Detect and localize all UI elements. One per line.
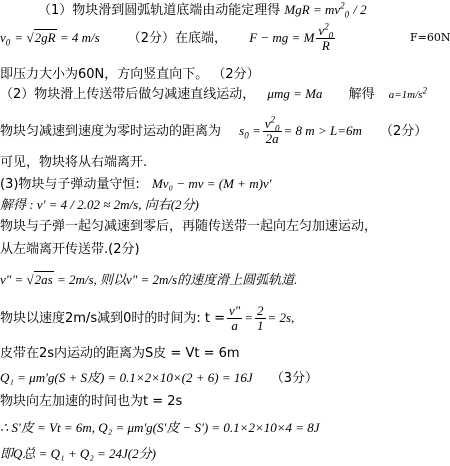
line-2-lhs-sub: 0 bbox=[5, 37, 11, 48]
line-2-eq-tail: = 4 m/s bbox=[56, 30, 100, 45]
line-2-lhs: v bbox=[0, 30, 6, 45]
line-8: 解得 : v' = 4 / 2.02 ≈ 2m/s, 向右(2分) bbox=[0, 197, 199, 212]
line-14-eq: Q₁ = μm'g(S + S皮) = 0.1×2×10×(2 + 6) = 16J bbox=[0, 370, 253, 385]
line-11-sqrt: √2as bbox=[26, 272, 53, 287]
line-4 bbox=[0, 86, 427, 103]
line-7-eq: Mv₀ − mv = (M + m)v' bbox=[151, 176, 272, 191]
line-11 bbox=[0, 272, 297, 288]
line-11-pre: v" = bbox=[0, 272, 27, 287]
line-2-frac-num bbox=[316, 21, 335, 41]
line-9: 物块与子弹一起匀减速到零后，再随传送带一起向左匀加速运动， bbox=[0, 219, 378, 234]
line-1-eq-sub: 0 bbox=[344, 9, 350, 20]
line-12-fraction-2 bbox=[255, 304, 266, 333]
line-12-post: = 2s, bbox=[267, 310, 295, 325]
line-5-frac-num bbox=[263, 114, 282, 134]
line-12-fraction-1 bbox=[227, 304, 242, 333]
line-2-score: （2分）在底端， bbox=[127, 31, 228, 46]
line-2-frac-num-sub: 0 bbox=[328, 30, 334, 41]
line-4-solve: 解得 bbox=[348, 87, 375, 102]
line-2-frac-den: R bbox=[321, 38, 330, 53]
line-4-result-text: a=1m/s bbox=[388, 89, 423, 101]
line-1-tail: / 2 bbox=[353, 2, 367, 17]
line-5-fraction bbox=[263, 114, 282, 146]
line-2-right: F=60N bbox=[410, 31, 450, 44]
line-7 bbox=[0, 176, 271, 193]
line-2-fraction bbox=[316, 21, 335, 53]
line-5 bbox=[0, 114, 428, 146]
line-12 bbox=[0, 304, 294, 333]
line-14-score: （3分） bbox=[270, 371, 319, 386]
line-5-text: 物块匀减速到速度为零时运动的距离为 bbox=[0, 124, 222, 139]
line-2-eq2: F − mg = M bbox=[249, 30, 315, 45]
line-5-frac-num-sup: 2 bbox=[270, 114, 276, 125]
line-6: 可见，物块将从右端离开. bbox=[0, 155, 148, 170]
line-7-text: (3)物块与子弹动量守恒: bbox=[0, 177, 140, 192]
line-12-eqsign: = bbox=[244, 310, 254, 325]
line-1-eq-sup: 2 bbox=[340, 0, 345, 11]
line-12-frac1-num: v" bbox=[229, 303, 241, 318]
line-2-frac-num-v: v bbox=[318, 23, 325, 38]
line-5-frac-den: 2a bbox=[265, 131, 279, 146]
line-4-text: （2）物块滑上传送带后做匀减速直线运动， bbox=[0, 87, 256, 102]
line-1-text: （1）物块滑到圆弧轨道底端由动能定理得 bbox=[38, 3, 281, 18]
line-5-lhs-sub: 0 bbox=[244, 130, 249, 141]
line-12-pre: 物块以速度2m/s减到0时的时间为: t = bbox=[0, 311, 225, 326]
line-1-eq-main: MgR = mv bbox=[284, 2, 341, 17]
line-4-result-sup: 2 bbox=[422, 85, 427, 96]
line-17: 即Q总 = Q₁ + Q₂ = 24J(2分) bbox=[0, 446, 156, 461]
line-1 bbox=[0, 2, 367, 19]
line-3: 即压力大小为60N，方向竖直向下。 （2分） bbox=[0, 67, 260, 82]
line-2-sqrt-body: 2gR bbox=[34, 30, 56, 45]
line-12-frac2-num: 2 bbox=[257, 303, 264, 318]
line-16: ∴ S'皮 = Vt = 6m, Q₂ = μm'g(S'皮 − S') = 0.1×2×10×4 = 8J bbox=[0, 420, 320, 435]
line-5-score: （2分） bbox=[380, 124, 428, 139]
line-11-sqrt-body: 2as bbox=[34, 272, 53, 287]
line-2-sqrt: √2gR bbox=[26, 30, 56, 45]
line-12-frac2-den: 1 bbox=[257, 318, 264, 333]
line-10: 从左端离开传送带.(2分) bbox=[0, 242, 140, 257]
line-4-eq: μmg = Ma bbox=[267, 86, 323, 101]
line-5-frac-num-sub: 0 bbox=[275, 123, 280, 134]
line-2 bbox=[0, 21, 450, 53]
line-2-eq-mid: = bbox=[14, 30, 27, 45]
line-5-lhs: $s_0$ = bbox=[239, 123, 261, 141]
line-5-lhs-s: s bbox=[239, 123, 245, 138]
line-11-post: = 2m/s, 则以v" = 2m/s的速度滑上圆弧轨道. bbox=[53, 272, 298, 287]
line-5-tail: = 8 m > L=6m bbox=[283, 123, 362, 138]
line-15: 物块向左加速的时间也为t = 2s bbox=[0, 394, 183, 409]
line-14 bbox=[0, 370, 318, 387]
line-1-equation bbox=[284, 0, 350, 20]
line-4-result bbox=[388, 85, 427, 101]
line-12-frac1-den: a bbox=[231, 318, 238, 333]
line-13: 皮带在2s内运动的距离为S皮 = Vt = 6m bbox=[0, 346, 240, 361]
line-2-frac-num-sup: 2 bbox=[324, 21, 329, 32]
line-5-frac-num-v: v bbox=[264, 116, 271, 131]
